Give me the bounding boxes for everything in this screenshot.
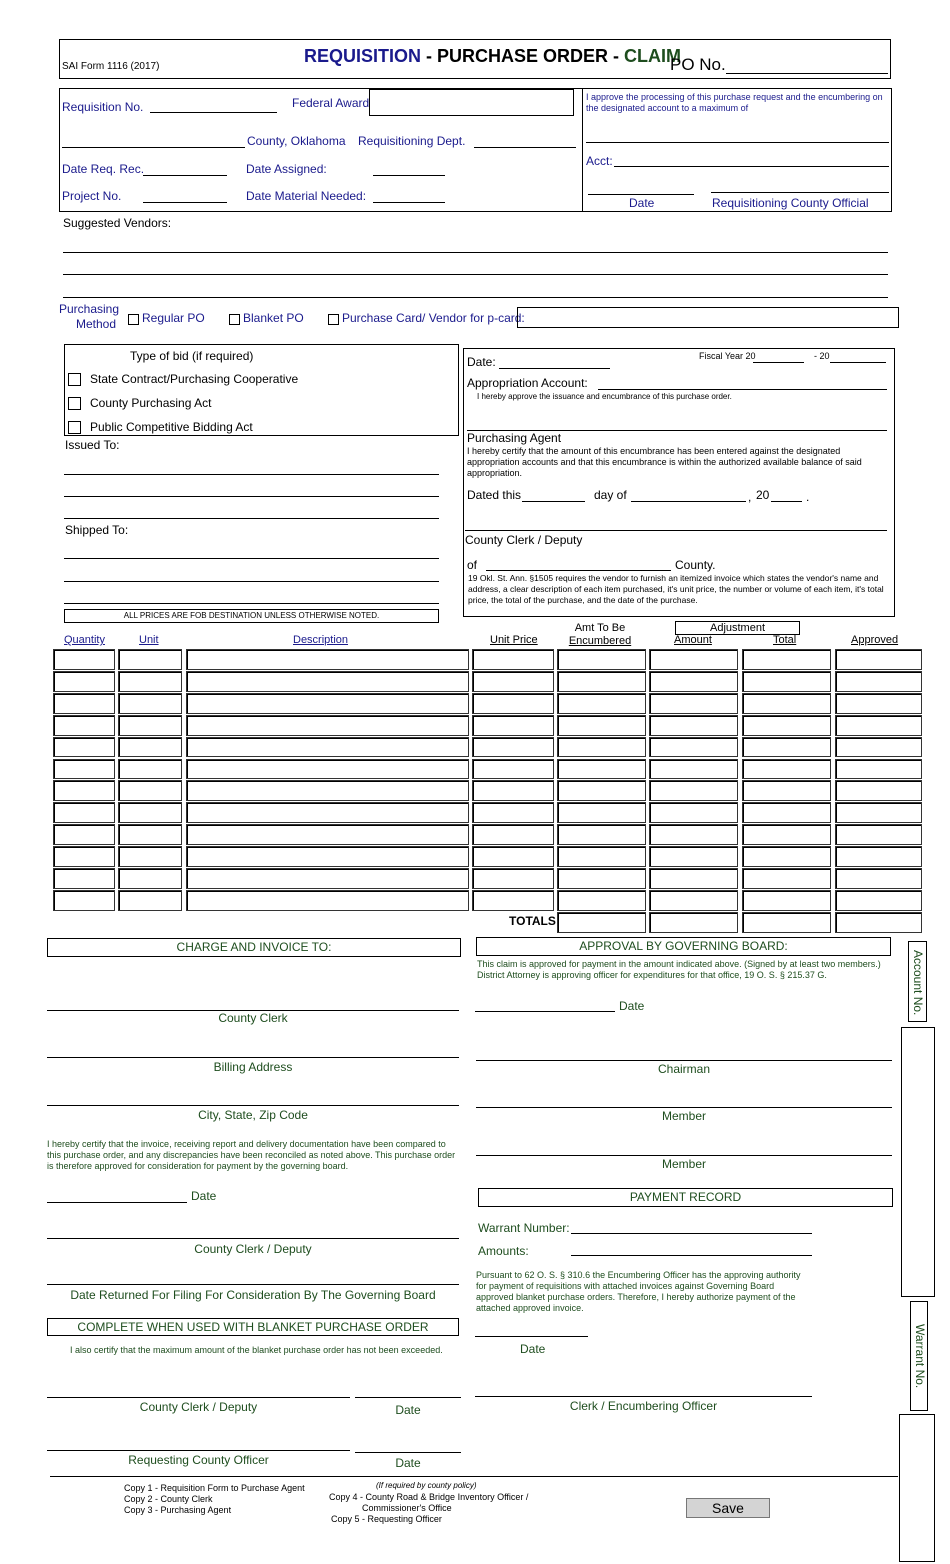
approval-date-field[interactable] [475,1011,615,1012]
shipped-to-label: Shipped To: [65,523,129,537]
unit-price-cell[interactable] [472,693,554,714]
approval-board-header [476,937,891,956]
form-title [304,46,681,67]
adj-amount-cell[interactable] [649,759,738,780]
unit-price-cell[interactable] [472,649,554,670]
enc-date-label: Date: [467,355,496,369]
adj-total-cell[interactable] [742,693,831,714]
blanket-clerk-label: County Clerk / Deputy [139,1400,258,1414]
unit-cell[interactable] [118,671,182,692]
requisition-no-field[interactable] [150,112,277,113]
description-cell[interactable] [186,693,469,714]
vendor-line[interactable] [63,252,888,253]
city-state-zip-line[interactable] [47,1105,459,1106]
warrant-number-field[interactable] [571,1233,812,1234]
warrant-no-label: Warrant No. [913,1324,927,1389]
quantity-cell[interactable] [53,649,115,670]
col-header-quantity: Quantity [64,634,105,646]
fiscal-year-sep: - 20 [814,351,830,361]
member2-line[interactable] [476,1155,892,1156]
quantity-cell[interactable] [53,846,115,867]
year-field[interactable] [771,501,802,502]
payment-title: PAYMENT RECORD [629,1190,742,1204]
date-comma: , [748,490,752,504]
shipped-to-line[interactable] [64,558,439,559]
adj-total-cell[interactable] [742,737,831,758]
unit-price-cell[interactable] [472,780,554,801]
date-material-needed-label: Date Material Needed: [246,189,367,203]
description-cell[interactable] [186,759,469,780]
issued-to-line[interactable] [64,496,439,497]
encumbrance-certify-text: I hereby certify that the amount of this encumbrance has been entered against the designated appropriation accounts and that this encumbrance is within the authorized available balance of said appropriation. [467,446,862,478]
payment-record-header [478,1188,893,1207]
billing-address-line[interactable] [47,1057,459,1058]
col-header-amt-encumbered [562,622,638,648]
approved-cell[interactable] [835,890,922,911]
county-purchasing-label: County Purchasing Act [90,396,212,410]
blanket-date1-line[interactable] [355,1397,461,1398]
enc-date-field[interactable] [499,368,610,369]
of-label: of [467,558,478,572]
approved-cell[interactable] [835,802,922,823]
approve-date-label: Date [629,196,655,210]
issued-to-line[interactable] [64,518,439,519]
blanket-certify-text: I also certify that the maximum amount of the blanket purchase order has not been exceeded. [70,1345,443,1355]
approved-cell[interactable] [835,671,922,692]
copy3: Copy 3 - Purchasing Agent [124,1505,232,1515]
footer-rule [50,1476,898,1477]
federal-award-label: Federal Award [292,96,370,110]
description-cell[interactable] [186,737,469,758]
clerk-deputy-line[interactable] [47,1238,459,1239]
approved-cell[interactable] [835,759,922,780]
adj-amount-cell[interactable] [649,912,738,933]
adj-amount-cell[interactable] [649,737,738,758]
requisitioning-dept-label: Requisitioning Dept. [358,134,466,148]
quantity-cell[interactable] [53,759,115,780]
approve-text: I approve the processing of this purchase request and the encumbering on the designated account to a maximum of [586,92,883,113]
fiscal-year-label: Fiscal Year 20 [699,351,756,361]
description-cell[interactable] [186,868,469,889]
description-cell[interactable] [186,671,469,692]
title-sep: - [421,46,438,66]
quantity-cell[interactable] [53,715,115,736]
fob-note-text: ALL PRICES ARE FOB DESTINATION UNLESS OTHERWISE NOTED. [123,611,380,620]
unit-price-cell[interactable] [472,671,554,692]
amt-encumbered-cell[interactable] [557,693,646,714]
amt-encumbered-cell[interactable] [557,912,646,933]
quantity-cell[interactable] [53,737,115,758]
requisitioning-dept-field[interactable] [474,147,576,148]
payment-authority-text: Pursuant to 62 O. S. § 310.6 the Encumbering Officer has the approving authority for payment of requisitions with attached invoices against Governing Board approved blanket purchase orders. Therefore, I hereby authorize payment of the attached approved invoice. [476,1270,801,1313]
blanket-clerk-line[interactable] [47,1397,350,1398]
adj-total-cell[interactable] [742,868,831,889]
approved-cell[interactable] [835,780,922,801]
purchasing-label-line2: Method [75,317,117,331]
po-no-label: PO No. [670,55,726,74]
unit-price-cell[interactable] [472,715,554,736]
encumbering-officer-line[interactable] [475,1396,812,1397]
date-returned-line[interactable] [47,1284,459,1285]
quantity-cell[interactable] [53,671,115,692]
p-card-vendor-field[interactable] [517,307,899,328]
county-oklahoma-label: County, Oklahoma [247,134,346,148]
po-no-field[interactable] [726,73,888,74]
purchasing-label-line1: Purchasing [58,302,120,316]
member1-label: Member [661,1109,706,1123]
account-no-label: Account No. [911,950,925,1016]
date-returned-label: Date Returned For Filing For Consideration By The Governing Board [70,1288,436,1302]
adj-amount-cell[interactable] [649,671,738,692]
member1-line[interactable] [476,1107,892,1108]
county-label: County. [675,558,716,572]
approve-date-field[interactable] [588,194,694,195]
bid-type-title: Type of bid (if required) [130,349,254,363]
approved-cell[interactable] [835,737,922,758]
appropriation-account-field[interactable] [598,389,887,390]
approved-cell[interactable] [835,846,922,867]
requesting-officer-label: Requesting County Officer [128,1453,269,1467]
copy4b: Commissioner's Office [362,1503,452,1513]
adj-total-cell[interactable] [742,671,831,692]
unit-price-cell[interactable] [472,759,554,780]
adj-total-cell[interactable] [742,759,831,780]
copy2: Copy 2 - County Clerk [124,1494,213,1504]
col-header-description: Description [293,634,349,646]
blanket-date2-line[interactable] [355,1452,461,1453]
county-purchasing-checkbox[interactable] [68,397,81,410]
dated-this-label: Dated this [467,488,522,502]
amt-line1: Amt To Be [574,622,626,634]
unit-cell[interactable] [118,868,182,889]
copy4a: Copy 4 - County Road & Bridge Inventory Officer / [329,1492,529,1502]
approved-cell[interactable] [835,868,922,889]
unit-cell[interactable] [118,802,182,823]
certify-date-field[interactable] [47,1202,187,1203]
blanket-date1-label: Date [395,1403,421,1417]
unit-cell[interactable] [118,737,182,758]
amt-encumbered-cell[interactable] [557,715,646,736]
if-required: (If required by county policy) [376,1481,477,1490]
unit-price-cell[interactable] [472,868,554,889]
county-clerk-deputy-label: County Clerk / Deputy [465,533,583,547]
unit-cell[interactable] [118,693,182,714]
official-label: Requisitioning County Official [712,196,869,210]
description-cell[interactable] [186,824,469,845]
quantity-cell[interactable] [53,868,115,889]
totals-label: TOTALS [509,914,556,928]
vendor-line[interactable] [63,274,888,275]
amt-encumbered-cell[interactable] [557,846,646,867]
fiscal-year-end-field[interactable] [830,362,886,363]
project-no-label: Project No. [62,189,122,203]
copy1: Copy 1 - Requisition Form to Purchase Agent [124,1483,305,1493]
public-bidding-label: Public Competitive Bidding Act [90,420,253,434]
unit-cell[interactable] [118,846,182,867]
title-requisition: REQUISITION [304,46,422,66]
amounts-label: Amounts: [478,1244,529,1258]
purchase-card-checkbox[interactable] [328,314,339,325]
unit-price-cell[interactable] [472,737,554,758]
amt-encumbered-cell[interactable] [557,824,646,845]
adj-amount-cell[interactable] [649,715,738,736]
date-req-rec-label: Date Req. Rec. [62,162,145,176]
unit-cell[interactable] [118,715,182,736]
approved-cell[interactable] [835,649,922,670]
date-assigned-label: Date Assigned: [246,162,327,176]
official-signature-field[interactable] [711,192,889,193]
county-name-field[interactable] [62,147,245,148]
day-of-label: day of [594,488,627,502]
adj-total-cell[interactable] [742,824,831,845]
col-header-unit: Unit [139,634,159,646]
amt-encumbered-cell[interactable] [557,890,646,911]
shipped-to-line[interactable] [64,603,439,604]
date-material-needed-field[interactable] [373,202,445,203]
purchasing-method-label [58,302,120,332]
col-header-adjustment [675,621,800,635]
project-no-field[interactable] [143,202,227,203]
statute-text: 19 Okl. St. Ann. §1505 requires the vendor to furnish an itemized invoice which states the vendor's name and address, a clear description of each item purchased, it's unit price, the number or volume of each item, it's total price, the total of the purchase, and the date of the purchase. [468,573,884,605]
amounts-field[interactable] [571,1255,812,1256]
adj-total-cell[interactable] [742,802,831,823]
clerk-deputy-label: County Clerk / Deputy [194,1242,312,1256]
dated-this-field[interactable] [522,501,585,502]
blanket-po-checkbox[interactable] [229,314,240,325]
approval-title: APPROVAL BY GOVERNING BOARD: [579,939,788,953]
issued-to-label: Issued To: [65,438,120,452]
year-twenty-label: 20 [756,488,770,502]
unit-price-cell[interactable] [472,890,554,911]
amt-encumbered-cell[interactable] [557,671,646,692]
adj-total-cell[interactable] [742,649,831,670]
payment-date-label: Date [520,1342,546,1356]
amt-encumbered-cell[interactable] [557,802,646,823]
date-assigned-field[interactable] [373,175,445,176]
adj-amount-cell[interactable] [649,824,738,845]
adj-amount-cell[interactable] [649,868,738,889]
col-header-unit-price: Unit Price [490,634,538,646]
shipped-to-line[interactable] [64,581,439,582]
public-bidding-checkbox[interactable] [68,421,81,434]
adjustment-label: Adjustment [709,622,766,634]
county-clerk-label: County Clerk [218,1011,288,1025]
amt-encumbered-cell[interactable] [557,737,646,758]
title-claim: CLAIM [624,46,682,66]
approved-cell[interactable] [835,715,922,736]
copy5: Copy 5 - Requesting Officer [331,1514,442,1524]
adj-amount-cell[interactable] [649,846,738,867]
description-cell[interactable] [186,715,469,736]
approval-line2: District Attorney is approving officer for expenditures for that office, 19 O. S. § 215.37 G. [477,970,827,980]
approve-maximum-field[interactable] [586,142,889,143]
description-cell[interactable] [186,846,469,867]
save-button[interactable]: Save [686,1498,770,1518]
adj-amount-cell[interactable] [649,802,738,823]
col-header-approved: Approved [851,634,899,646]
state-contract-checkbox[interactable] [68,373,81,386]
adj-amount-cell[interactable] [649,780,738,801]
fiscal-year-start-field[interactable] [753,362,804,363]
encumbering-officer-label: Clerk / Encumbering Officer [569,1399,718,1413]
purchasing-agent-label: Purchasing Agent [467,431,562,445]
title-purchase-order: PURCHASE ORDER [437,46,609,66]
approval-line1: This claim is approved for payment in the amount indicated above. (Signed by at least two members.) [477,959,881,969]
quantity-cell[interactable] [53,802,115,823]
regular-po-label: Regular PO [142,311,205,325]
federal-award-field[interactable] [369,89,574,116]
payment-date-field[interactable] [475,1336,588,1337]
unit-price-cell[interactable] [472,824,554,845]
description-cell[interactable] [186,890,469,911]
adj-total-cell[interactable] [742,890,831,911]
quantity-cell[interactable] [53,890,115,911]
approved-cell[interactable] [835,912,922,933]
approve-issuance-text: I hereby approve the issuance and encumbrance of this purchase order. [477,392,732,401]
acct-field[interactable] [614,166,889,167]
quantity-cell[interactable] [53,824,115,845]
billing-address-label: Billing Address [213,1060,293,1074]
amt-encumbered-cell[interactable] [557,780,646,801]
description-cell[interactable] [186,802,469,823]
state-contract-label: State Contract/Purchasing Cooperative [90,372,299,386]
invoice-certify-text: I hereby certify that the invoice, receiving report and delivery documentation have been compared to this purchase order, and any discrepancies have been reconciled as noted above. This purchase order is therefore approved for consideration for payment by the governing board. [47,1139,456,1171]
title-sep: - [608,46,625,66]
quantity-cell[interactable] [53,780,115,801]
amt-line2: Encumbered [568,635,632,647]
day-of-field[interactable] [631,501,746,502]
suggested-vendors-label: Suggested Vendors: [63,216,172,230]
county-of-field[interactable] [486,570,671,571]
unit-price-cell[interactable] [472,846,554,867]
adj-total-cell[interactable] [742,780,831,801]
member2-label: Member [661,1157,706,1171]
warrant-number-label: Warrant Number: [478,1221,570,1235]
unit-cell[interactable] [118,890,182,911]
charge-invoice-header [47,938,461,957]
adj-total-cell[interactable] [742,846,831,867]
description-cell[interactable] [186,649,469,670]
fob-note [64,609,439,623]
form-id: SAI Form 1116 (2017) [62,61,160,72]
date-req-rec-field[interactable] [143,175,227,176]
vendor-line[interactable] [63,297,888,298]
charge-title: CHARGE AND INVOICE TO: [176,940,332,954]
chairman-line[interactable] [476,1060,892,1061]
acct-label: Acct: [586,154,613,168]
adj-amount-cell[interactable] [649,890,738,911]
description-cell[interactable] [186,780,469,801]
county-clerk-signature[interactable] [465,530,887,531]
adj-total-cell[interactable] [742,912,831,933]
col-header-total: Total [773,634,797,646]
unit-cell[interactable] [118,649,182,670]
unit-cell[interactable] [118,759,182,780]
warrant-no-field[interactable] [899,1414,935,1562]
unit-cell[interactable] [118,780,182,801]
quantity-cell[interactable] [53,693,115,714]
approved-cell[interactable] [835,693,922,714]
issued-to-line[interactable] [64,474,439,475]
requisition-no-label: Requisition No. [62,100,144,114]
adj-amount-cell[interactable] [649,649,738,670]
approved-cell[interactable] [835,824,922,845]
adj-amount-cell[interactable] [649,693,738,714]
adj-total-cell[interactable] [742,715,831,736]
blanket-po-header [47,1318,459,1336]
certify-date-label: Date [191,1189,217,1203]
unit-price-cell[interactable] [472,802,554,823]
blanket-date2-label: Date [395,1456,421,1470]
approval-date-label: Date [619,999,645,1013]
chairman-label: Chairman [657,1062,711,1076]
blanket-title: COMPLETE WHEN USED WITH BLANKET PURCHASE ORDER [77,1320,429,1334]
account-no-field[interactable] [901,1027,935,1297]
requesting-officer-line[interactable] [47,1450,350,1451]
regular-po-checkbox[interactable] [128,314,139,325]
appropriation-account-label: Appropriation Account: [467,376,588,390]
amt-encumbered-cell[interactable] [557,649,646,670]
date-period: . [806,490,810,504]
amt-encumbered-cell[interactable] [557,759,646,780]
purchase-card-label: Purchase Card/ Vendor for p-card: [342,311,525,325]
unit-cell[interactable] [118,824,182,845]
city-state-zip-label: City, State, Zip Code [198,1108,308,1122]
col-header-amount: Amount [674,634,712,646]
blanket-po-label: Blanket PO [243,311,304,325]
amt-encumbered-cell[interactable] [557,868,646,889]
